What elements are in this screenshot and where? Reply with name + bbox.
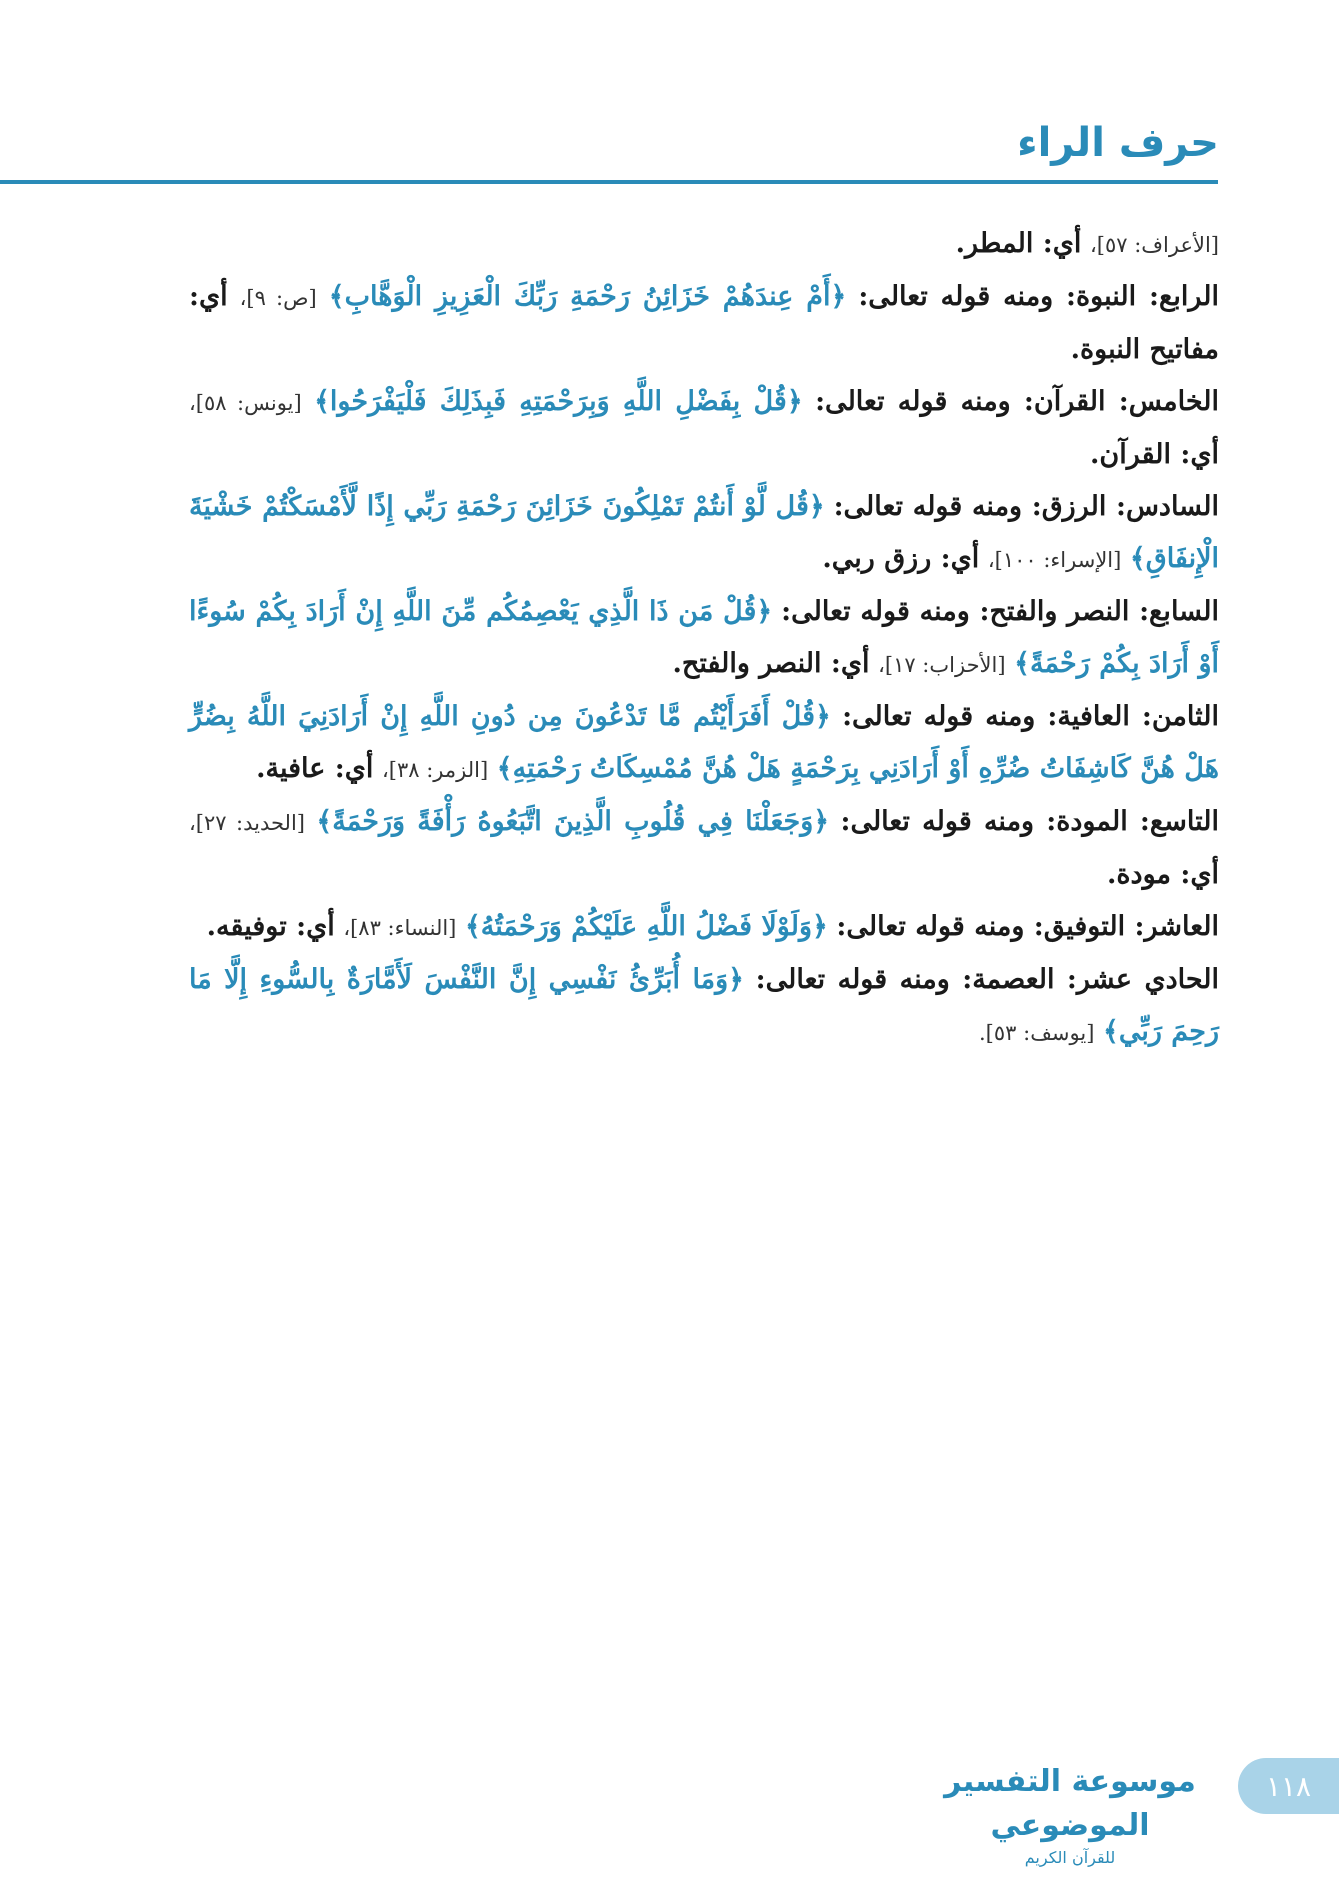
entry-tail: أي: مفاتيح النبوة.	[189, 281, 1219, 365]
quran-quote: ﴿أَمْ عِندَهُمْ خَزَائِنُ رَحْمَةِ رَبِّكَ الْعَزِيزِ الْوَهَّابِ﴾	[328, 281, 847, 312]
entry-head: الرابع: النبوة: ومنه قوله تعالى:	[858, 281, 1219, 312]
quran-quote: ﴿وَجَعَلْنَا فِي قُلُوبِ الَّذِينَ اتَّبَعُوهُ رَأْفَةً وَرَحْمَةً﴾	[316, 806, 830, 837]
quran-quote: ﴿وَمَا أُبَرِّئُ نَفْسِي إِنَّ النَّفْسَ لَأَمَّارَةٌ بِالسُّوءِ إِلَّا مَا رَحِمَ رَبِّي﴾	[189, 964, 1219, 1047]
entry-tail: أي: المطر.	[955, 228, 1082, 259]
entry-ref: [الأعراف: ٥٧]،	[1089, 233, 1219, 257]
entry-ref: [يونس: ٥٨]،	[189, 391, 302, 415]
entry-2	[189, 376, 1219, 481]
entry-ref: [النساء: ٨٣]،	[343, 916, 457, 940]
entry-head: العاشر: التوفيق: ومنه قوله تعالى:	[836, 911, 1219, 942]
page-number-badge	[1238, 1758, 1339, 1814]
entry-0	[189, 218, 1219, 271]
entry-tail: أي: مودة.	[1107, 859, 1219, 890]
logo-subtitle: للقرآن الكريم	[1024, 1848, 1116, 1867]
entry-ref: [ص: ٩]،	[239, 286, 317, 310]
quran-quote: ﴿قُل لَّوْ أَنتُمْ تَمْلِكُونَ خَزَائِنَ رَحْمَةِ رَبِّي إِذًا لَّأَمْسَكْتُمْ خَشْيَةَ الْإِنفَاقِ﴾	[189, 491, 1219, 574]
entry-tail: أي: رزق ربي.	[822, 543, 980, 574]
entry-8	[189, 954, 1219, 1059]
main-content	[189, 218, 1219, 1059]
logo-title: موسوعة التفسير الموضوعي	[944, 1764, 1196, 1843]
entry-tail: أي: النصر والفتح.	[672, 648, 870, 679]
page-number: ١١٨	[1265, 1769, 1312, 1803]
entry-ref: [الزمر: ٣٨]،	[382, 758, 489, 782]
quran-quote: ﴿قُلْ مَن ذَا الَّذِي يَعْصِمُكُم مِّنَ اللَّهِ إِنْ أَرَادَ بِكُمْ سُوءًا أَوْ أَرَادَ بِكُمْ رَحْمَةً﴾	[189, 596, 1219, 679]
entry-ref: [الأحزاب: ١٧]،	[878, 653, 1006, 677]
entry-ref: [يوسف: ٥٣].	[979, 1021, 1095, 1045]
entry-5	[189, 691, 1219, 796]
entry-head: الثامن: العافية: ومنه قوله تعالى:	[842, 701, 1219, 732]
entry-4	[189, 586, 1219, 691]
header-rule	[0, 180, 1218, 184]
entry-ref: [الحديد: ٢٧]،	[189, 811, 305, 835]
entry-6	[189, 796, 1219, 901]
entry-1	[189, 271, 1219, 376]
chapter-title: حرف الراء	[1017, 120, 1219, 166]
entry-head: الحادي عشر: العصمة: ومنه قوله تعالى:	[755, 964, 1219, 995]
entry-tail: أي: عافية.	[256, 753, 374, 784]
entry-tail: أي: توفيقه.	[206, 911, 335, 942]
quran-quote: ﴿قُلْ أَفَرَأَيْتُم مَّا تَدْعُونَ مِن دُونِ اللَّهِ إِنْ أَرَادَنِيَ اللَّهُ بِضُرٍّ هَلْ هُنَّ كَاشِفَاتُ ضُرِّهِ أَوْ أَرَادَنِي بِرَحْمَةٍ هَلْ هُنَّ مُمْسِكَاتُ رَحْمَتِهِ﴾	[189, 701, 1219, 784]
entry-ref: [الإسراء: ١٠٠]،	[987, 548, 1122, 572]
entry-tail: أي: القرآن.	[1089, 439, 1219, 470]
entry-head: السادس: الرزق: ومنه قوله تعالى:	[833, 491, 1219, 522]
entry-head: الخامس: القرآن: ومنه قوله تعالى:	[815, 386, 1219, 417]
entry-head: السابع: النصر والفتح: ومنه قوله تعالى:	[781, 596, 1219, 627]
quran-quote: ﴿وَلَوْلَا فَضْلُ اللَّهِ عَلَيْكُمْ وَرَحْمَتُهُ﴾	[464, 911, 828, 942]
encyclopedia-logo	[920, 1760, 1220, 1867]
entry-7	[189, 901, 1219, 954]
entry-head: التاسع: المودة: ومنه قوله تعالى:	[840, 806, 1219, 837]
quran-quote: ﴿قُلْ بِفَضْلِ اللَّهِ وَبِرَحْمَتِهِ فَبِذَلِكَ فَلْيَفْرَحُوا﴾	[314, 386, 803, 417]
entry-3	[189, 481, 1219, 586]
